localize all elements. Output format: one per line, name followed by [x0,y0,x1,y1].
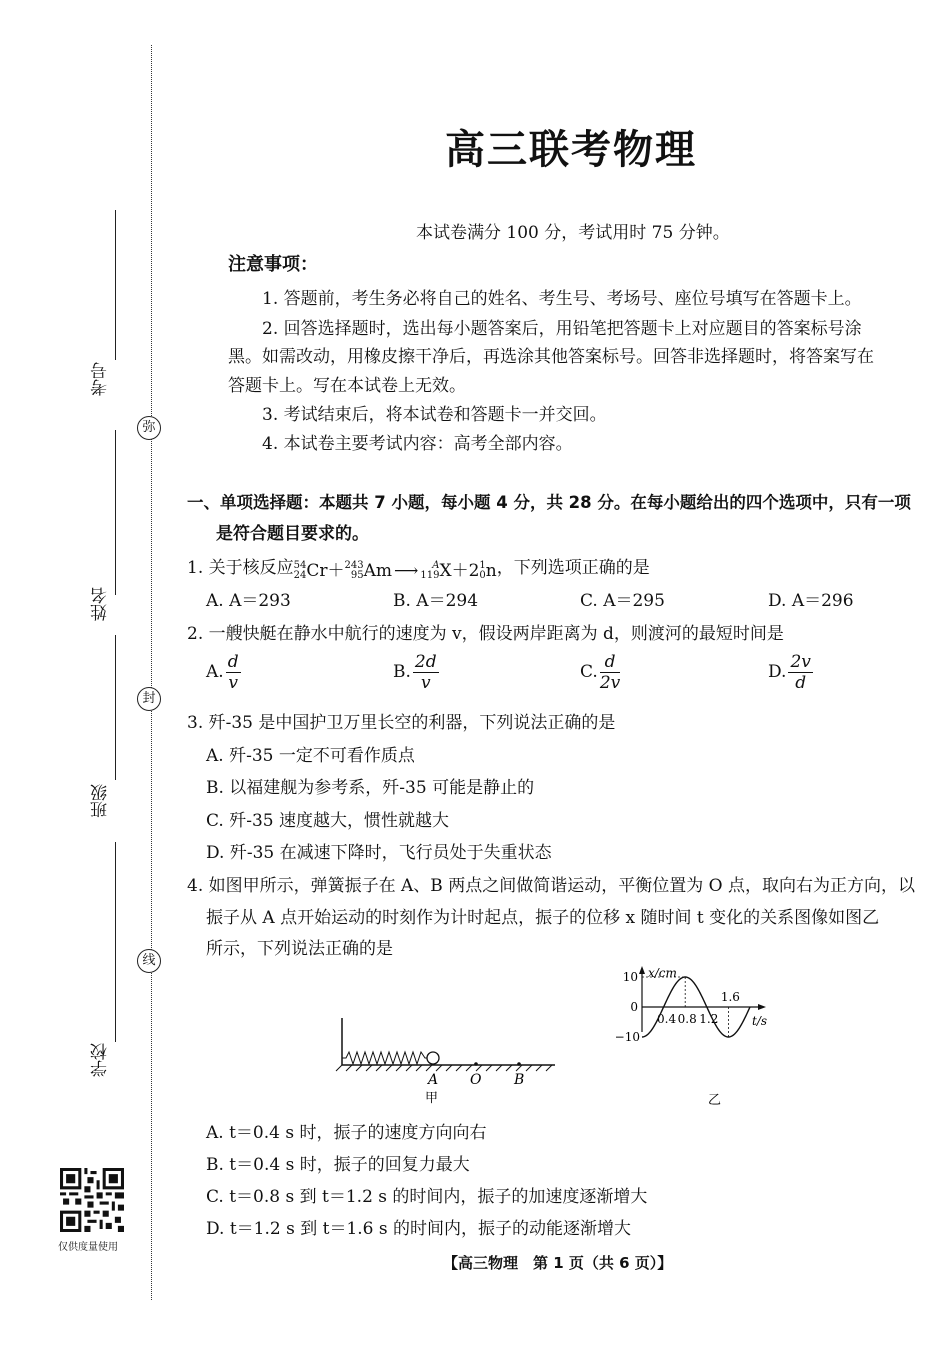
notice-item-2-line-2: 黑。如需改动，用橡皮擦干净后，再选涂其他答案标号。回答非选择题时，将答案写在 [228,347,874,367]
q4-option-a: A. t＝0.4 s 时，振子的速度方向向右 [206,1123,487,1143]
q3-stem: 3. 歼-35 是中国护卫万里长空的利器，下列说法正确的是 [187,713,616,733]
y-tick-neg-10: −10 [614,1030,640,1044]
notice-heading: 注意事项： [228,254,318,275]
spring [342,1052,427,1064]
school-line [115,842,116,1042]
full-score-note: 本试卷满分 100 分，考试用时 75 分钟。 [416,223,730,243]
section-1-line-1: 一、单项选择题：本题共 7 小题，每小题 4 分，共 28 分。在每小题给出的四个选项中，只有一项 [187,493,911,512]
class-line [115,635,116,780]
q2-option-c: C. $\frac{d}{2v}$ [580,652,621,693]
label-school: 学校 [91,1043,111,1077]
label-exam-no: 考号 [91,362,111,396]
caption-yi: 乙 [708,1093,722,1108]
label-name: 姓名 [91,587,111,621]
q2-option-b: B. $\frac{2d}{v}$ [393,652,437,693]
x-tick-1-2: 1.2 [699,1012,719,1026]
label-class: 班级 [91,784,111,818]
y-tick-0: 0 [630,1000,638,1014]
q1-option-d: D. A＝296 [768,591,854,611]
q1-option-c: C. A＝295 [580,591,665,611]
q3-option-b: B. 以福建舰为参考系，歼-35 可能是静止的 [206,778,535,798]
label-a: A [428,1072,439,1088]
q4-option-c: C. t＝0.8 s 到 t＝1.2 s 的时间内，振子的加速度逐渐增大 [206,1187,648,1207]
y-tick-10: 10 [622,970,638,984]
nuclear-reaction: 54 24 Cr＋ 243 95 Am ⟶ A 119 X＋2 1 0 n [293,560,497,582]
q4-stem-line-2: 振子从 A 点开始运动的时刻作为计时起点，振子的位移 x 随时间 t 变化的关系图像如图乙 [206,908,880,928]
figure-jia-spring-oscillator [330,1010,570,1110]
label-b: B [514,1072,525,1088]
name-line [115,430,116,595]
q1-option-a: A. A＝293 [206,591,291,611]
oscillator-ball [427,1052,439,1064]
q3-option-c: C. 歼-35 速度越大，惯性就越大 [206,811,449,831]
x-tick-1-6: 1.6 [720,990,740,1004]
exam-no-line [115,210,116,360]
notice-item-3: 3. 考试结束后，将本试卷和答题卡一并交回。 [262,405,607,425]
q2-stem: 2. 一艘快艇在静水中航行的速度为 v，假设两岸距离为 d，则渡河的最短时间是 [187,624,784,644]
y-axis-label: x/cm [648,966,677,980]
x-tick-0-8: 0.8 [677,1012,697,1026]
q1-option-b: B. A＝294 [393,591,479,611]
notice-item-2-line-1: 2. 回答选择题时，选出每小题答案后，用铅笔把答题卡上对应题目的答案标号涂 [262,319,862,339]
page-footer: 【高三物理 第 1 页（共 6 页）】 [443,1254,673,1272]
figure-yi-xt-graph [610,962,815,1110]
ground-hatching [336,1065,552,1071]
q4-stem-line-1: 4. 如图甲所示，弹簧振子在 A、B 两点之间做简谐运动，平衡位置为 O 点，取向右为正方向，以 [187,876,915,896]
seal-feng: 封 [137,687,161,711]
exam-title: 高三联考物理 [445,127,697,173]
label-o: O [470,1072,482,1088]
caption-jia: 甲 [425,1091,439,1106]
q1-stem: 1. 关于核反应 54 24 Cr＋ 243 95 Am ⟶ A 119 X＋2 1 0 n，下列选项正确的是 [187,553,650,581]
q4-stem-line-3: 所示，下列说法正确的是 [206,939,393,959]
point-o [474,1062,478,1066]
qr-code-icon [60,1168,124,1232]
binding-dotted-line [151,45,152,1300]
q3-option-d: D. 歼-35 在减速下降时，飞行员处于失重状态 [206,843,552,863]
point-b [517,1062,521,1066]
q4-option-b: B. t＝0.4 s 时，振子的回复力最大 [206,1155,470,1175]
x-tick-0-4: 0.4 [657,1012,677,1026]
y-axis-arrow-icon [639,966,645,974]
seal-mi: 弥 [137,416,161,440]
notice-item-2-line-3: 答题卡上。写在本试卷上无效。 [228,376,466,396]
q2-option-a: A. $\frac{d}{v}$ [206,652,239,693]
notice-item-4: 4. 本试卷主要考试内容：高考全部内容。 [262,434,573,454]
section-1-line-2: 是符合题目要求的。 [216,524,369,544]
q2-option-d: D. $\frac{2v}{d}$ [768,652,811,693]
qr-caption: 仅供度量使用 [58,1242,118,1253]
notice-item-1: 1. 答题前，考生务必将自己的姓名、考生号、考场号、座位号填写在答题卡上。 [262,289,862,309]
q3-option-a: A. 歼-35 一定不可看作质点 [206,746,415,766]
x-axis-label: t/s [752,1014,768,1028]
x-axis-arrow-icon [758,1004,766,1010]
q4-option-d: D. t＝1.2 s 到 t＝1.6 s 的时间内，振子的动能逐渐增大 [206,1219,632,1239]
seal-xian: 线 [137,949,161,973]
